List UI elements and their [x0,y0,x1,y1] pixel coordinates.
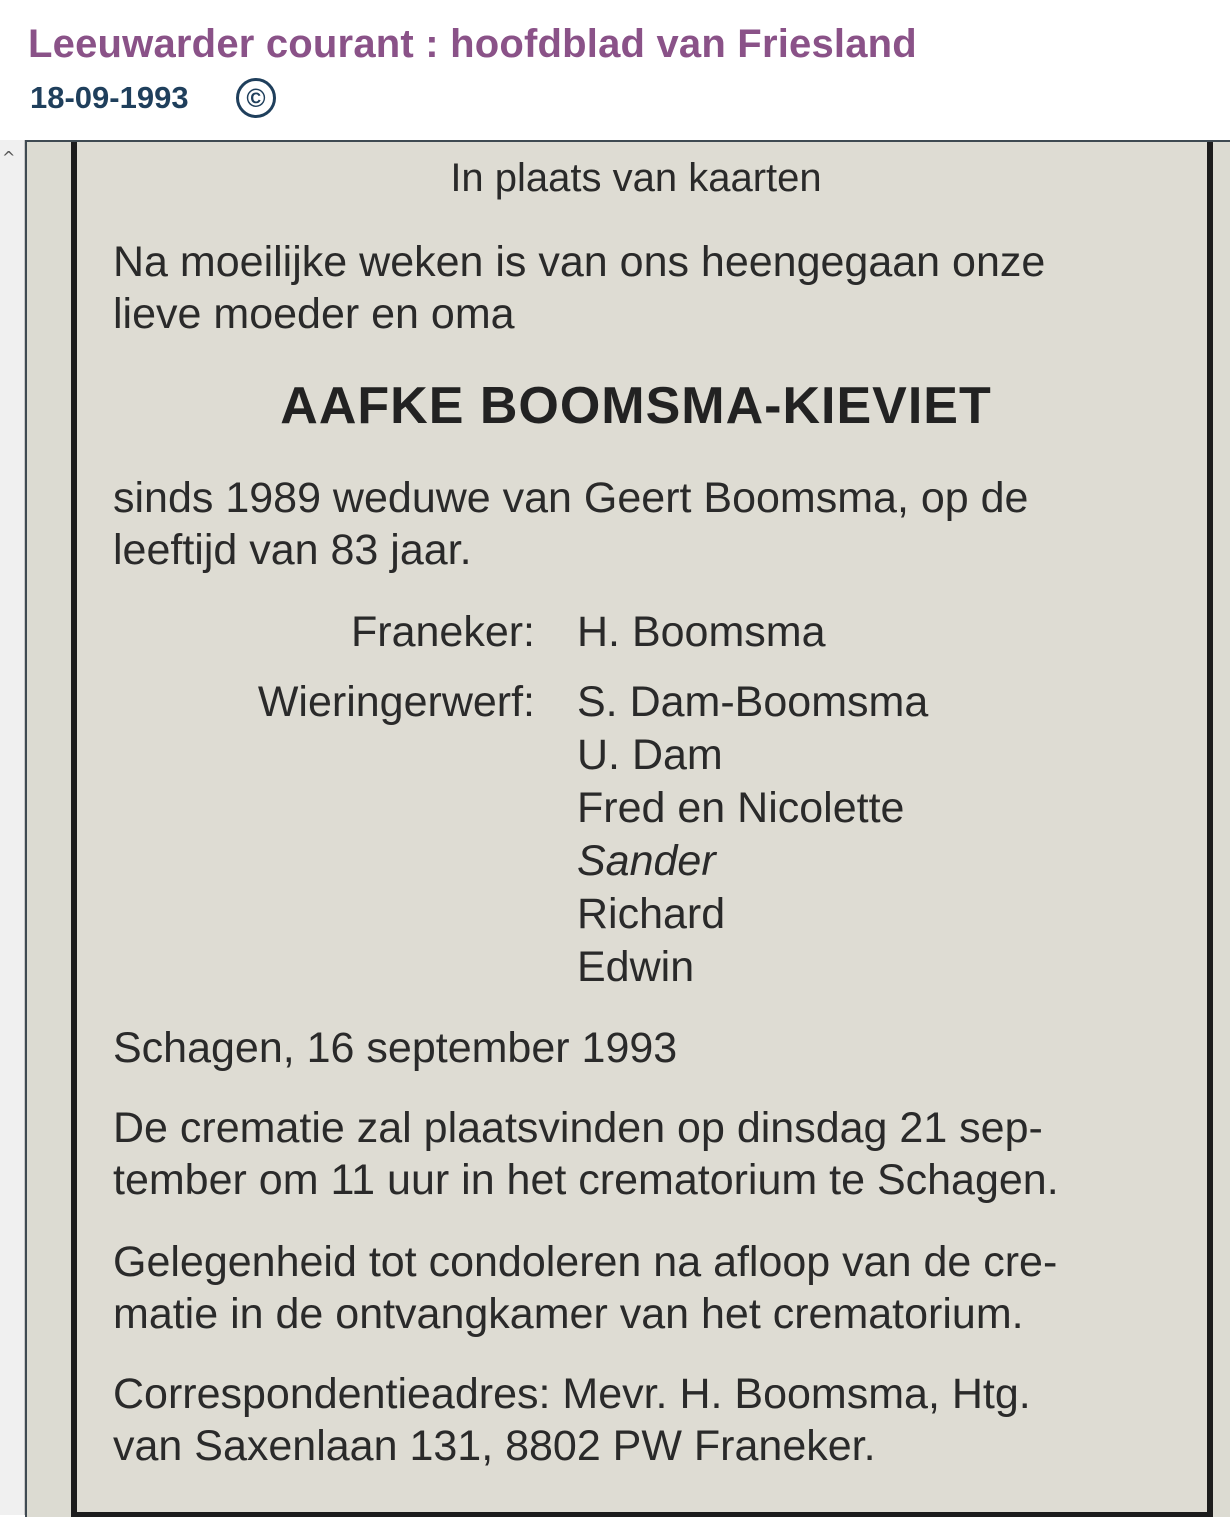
cremation-line-1: De crematie zal plaatsvinden op dinsdag 21 sep- [113,1104,1043,1152]
condolence-line-1: Gelegenheid tot condoleren na afloop van de cre- [113,1238,1058,1286]
widow-line-2: leeftijd van 83 jaar. [113,526,472,574]
cremation-line-2: tember om 11 uur in het crematorium te Schagen. [113,1156,1059,1204]
chevron-up-icon[interactable]: ^ [2,148,16,167]
family-name: Edwin [577,943,695,991]
page-header [0,0,1230,140]
scroll-gutter[interactable] [0,140,25,1515]
family-name: Richard [577,890,726,938]
family-name: Sander [577,837,716,885]
ad-heading: In plaats van kaarten [450,156,822,200]
family-name: U. Dam [577,731,723,779]
family-place: Wieringerwerf: [257,678,535,726]
scan-viewer[interactable] [25,140,1230,1517]
publication-date: 18-09-1993 [30,80,189,115]
deceased-name: AAFKE BOOMSMA-KIEVIET [280,377,992,435]
place-date: Schagen, 16 september 1993 [113,1024,678,1072]
address-line-2: van Saxenlaan 131, 8802 PW Franeker. [113,1422,876,1470]
intro-line-1: Na moeilijke weken is van ons heengegaan onze [113,238,1046,286]
family-name: S. Dam-Boomsma [577,678,929,726]
widow-line-1: sinds 1989 weduwe van Geert Boomsma, op de [113,474,1029,522]
family-place: Franeker: [350,608,535,656]
obituary-clipping [71,140,1213,1517]
intro-line-2: lieve moeder en oma [113,290,515,338]
newspaper-title[interactable]: Leeuwarder courant : hoofdblad van Friesland [28,22,917,66]
family-name: H. Boomsma [577,608,826,656]
condolence-line-2: matie in de ontvangkamer van het crematorium. [113,1290,1024,1338]
address-line-1: Correspondentieadres: Mevr. H. Boomsma, Htg. [113,1370,1031,1418]
copyright-icon[interactable]: © [236,78,276,118]
family-name: Fred en Nicolette [577,784,905,832]
